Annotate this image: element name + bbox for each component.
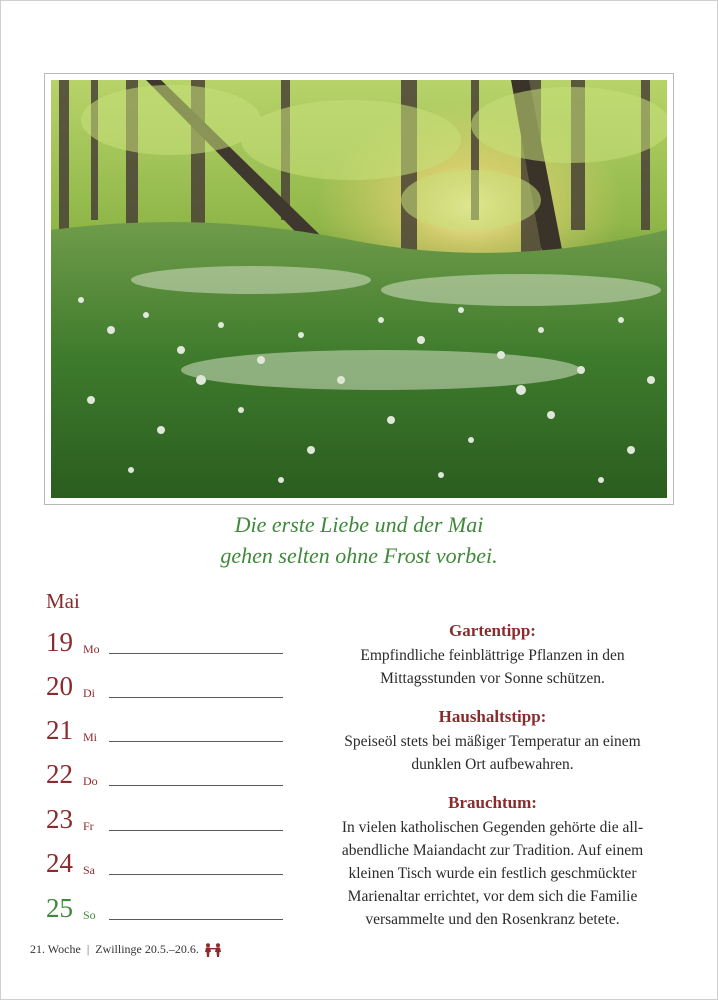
- day-note-line: [109, 785, 283, 786]
- day-row-24: [46, 841, 286, 881]
- tip-block: [310, 704, 675, 776]
- proverb: [0, 509, 718, 571]
- day-weekday: Fr: [83, 819, 94, 833]
- tip-title: Haushaltstipp:: [438, 707, 547, 726]
- day-row-19: [46, 620, 286, 660]
- tip-line: Empfindliche feinblättrige Pflanzen in den: [360, 647, 625, 664]
- day-number: 22: [46, 759, 73, 789]
- tip-line: In vielen katholischen Gegenden gehörte die all-: [341, 819, 644, 836]
- tip-line: kleinen Tisch wurde ein festlich geschmückter: [348, 865, 637, 882]
- proverb-line-1: Die erste Liebe und der Mai: [234, 512, 484, 537]
- day-weekday: Sa: [83, 863, 95, 877]
- tip-line: Marienaltar errichtet, vor dem sich die Familie: [347, 888, 638, 905]
- tip-line: dunklen Ort aufbewahren.: [411, 756, 574, 773]
- tips-column: [310, 618, 675, 945]
- day-number: 24: [46, 848, 73, 878]
- tip-block: [310, 790, 675, 931]
- tip-text: [310, 816, 675, 931]
- day-weekday: Do: [83, 774, 98, 788]
- day-note-line: [109, 874, 283, 875]
- tip-line: Mittagsstunden vor Sonne schützen.: [380, 670, 605, 687]
- day-number: 21: [46, 715, 73, 745]
- day-number: 23: [46, 804, 73, 834]
- day-note-line: [109, 919, 283, 920]
- tip-title: Brauchtum:: [448, 793, 537, 812]
- tip-text: [310, 730, 675, 776]
- footer-separator: |: [86, 942, 90, 956]
- tip-line: abendliche Maiandacht zur Tradition. Auf einem: [341, 842, 644, 859]
- day-weekday: Mo: [83, 642, 100, 656]
- proverb-line-2: gehen selten ohne Frost vorbei.: [220, 543, 498, 568]
- photo-frame: [44, 73, 674, 505]
- gemini-twins-icon: [203, 943, 223, 957]
- day-row-22: [46, 752, 286, 792]
- forest-photo: [51, 80, 667, 498]
- tip-block: [310, 618, 675, 690]
- week-label: 21. Woche: [30, 942, 81, 956]
- footer: [30, 942, 223, 957]
- day-weekday: So: [83, 908, 96, 922]
- day-note-line: [109, 830, 283, 831]
- tip-text: [310, 644, 675, 690]
- tip-title: Gartentipp:: [449, 621, 536, 640]
- day-weekday: Mi: [83, 730, 98, 744]
- day-note-line: [109, 697, 283, 698]
- day-row-25: [46, 886, 286, 926]
- month-label: Mai: [46, 589, 80, 613]
- zodiac-label: Zwillinge 20.5.–20.6.: [95, 942, 199, 956]
- day-note-line: [109, 741, 283, 742]
- tip-line: versammelte und den Rosenkranz betete.: [365, 911, 620, 928]
- day-number: 20: [46, 671, 73, 701]
- day-row-20: [46, 664, 286, 704]
- day-weekday: Di: [83, 686, 95, 700]
- day-number: 19: [46, 627, 73, 657]
- day-number: 25: [46, 893, 73, 923]
- day-note-line: [109, 653, 283, 654]
- tip-line: Speiseöl stets bei mäßiger Temperatur an einem: [344, 733, 641, 750]
- day-row-21: [46, 708, 286, 748]
- day-row-23: [46, 797, 286, 837]
